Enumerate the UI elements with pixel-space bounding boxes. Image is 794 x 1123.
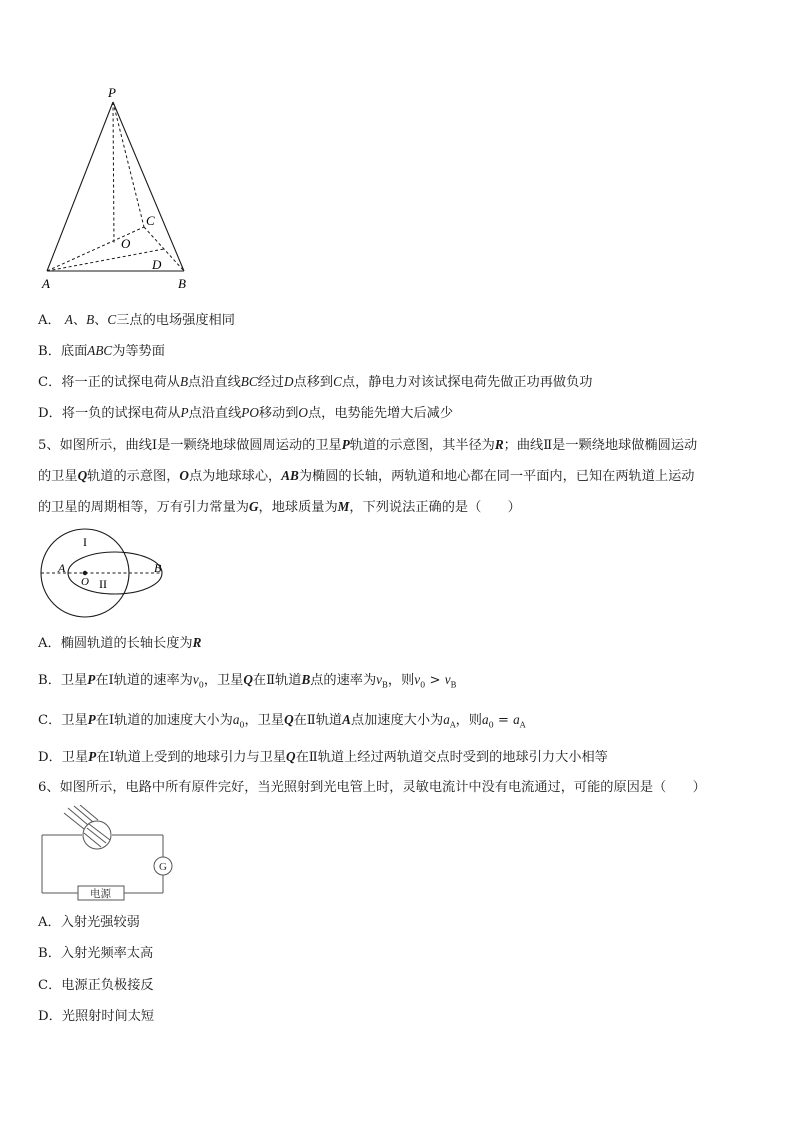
var-label: P <box>87 672 96 687</box>
option-text: 移动到 <box>258 406 299 421</box>
point-label: PO <box>241 405 259 420</box>
var-label: Q <box>243 672 253 687</box>
var-label: P <box>341 437 350 452</box>
separator: 、 <box>72 313 87 328</box>
var-label: O <box>179 468 189 483</box>
var-label: P <box>88 749 97 764</box>
option-text: 为等势面 <box>112 344 165 359</box>
option-prefix: A． <box>38 636 61 651</box>
option-text: ，卫星 <box>244 713 285 728</box>
symbol: v <box>376 672 383 687</box>
q5-option-c <box>38 711 525 735</box>
option-prefix: B． <box>38 344 61 359</box>
option-text: 卫星 <box>61 713 88 728</box>
light-ray <box>68 808 88 825</box>
option-text: 底面 <box>60 344 88 359</box>
symbol: a <box>232 712 240 727</box>
q5-stem-line-3 <box>38 498 521 517</box>
label-B: B <box>154 561 162 575</box>
option-text: ，卫星 <box>203 673 244 688</box>
point-label: O <box>298 405 308 420</box>
subscript: B <box>382 680 388 690</box>
option-text: 点沿直线 <box>188 406 242 421</box>
relation: = <box>493 713 514 728</box>
option-text: 点，电势能先增大后减少 <box>307 406 454 421</box>
option-text: 卫星 <box>61 750 89 765</box>
label-O: O <box>81 576 89 588</box>
var-label: AB <box>281 468 299 483</box>
point-label: ABC <box>87 343 113 358</box>
option-prefix: C． <box>38 713 62 728</box>
point-label: P <box>180 405 189 420</box>
q6-stem: 6、如图所示，电路中所有原件完好，当光照射到光电管上时，灵敏电流计中没有电流通过，可能的原因是（ ） <box>38 780 706 795</box>
point-label: C <box>333 374 342 389</box>
q6-option-d: D．光照射时间太短 <box>38 1009 155 1024</box>
stem-text: 轨道的示意图， <box>87 469 180 484</box>
pyramid-figure <box>36 82 196 294</box>
var-label: G <box>249 499 259 514</box>
label-P: P <box>108 85 116 100</box>
label-B: B <box>178 276 186 291</box>
option-text: 经过 <box>257 375 285 390</box>
stem-text: 5、如图所示，曲线Ⅰ是一颗绕地球做圆周运动的卫星 <box>38 438 342 453</box>
stem-text: 的卫星的周期相等，万有引力常量为 <box>38 500 249 515</box>
option-text: 将一负的试探电荷从 <box>61 406 181 421</box>
segment-AD <box>47 249 164 271</box>
q4-option-a <box>38 311 235 330</box>
option-text: 在Ⅱ轨道上经过两轨道交点时受到的地球引力大小相等 <box>295 750 608 765</box>
edge-BC <box>144 227 184 271</box>
light-ray <box>80 805 98 820</box>
q5-stem-line-2 <box>38 467 694 486</box>
q6-option-c: C．电源正负极接反 <box>38 978 154 993</box>
light-ray <box>64 813 84 829</box>
subscript: 0 <box>239 720 245 730</box>
symbol: a <box>481 712 489 727</box>
option-text: 三点的电场强度相同 <box>116 313 235 328</box>
option-prefix: D． <box>38 750 62 765</box>
option-text: ，则 <box>455 713 482 728</box>
option-text: 点沿直线 <box>188 375 241 390</box>
var-label: B <box>301 672 311 687</box>
label-O: O <box>121 236 131 251</box>
option-text: 在Ⅰ轨道上受到的地球引力与卫星 <box>96 750 287 765</box>
option-text: 点的速率为 <box>310 673 377 688</box>
symbol: a <box>443 712 450 727</box>
option-text: 点加速度大小为 <box>350 713 444 728</box>
var-label: Q <box>77 468 88 483</box>
power-source-label: 电源 <box>90 889 111 900</box>
earth-center-dot <box>83 571 87 575</box>
var-label: P <box>87 712 96 727</box>
q5-option-b <box>38 671 456 695</box>
point-label: C <box>107 312 117 327</box>
subscript: 0 <box>488 720 494 730</box>
q4-option-c <box>38 373 592 392</box>
orbit-figure <box>38 526 168 628</box>
option-text: 点，静电力对该试探电荷先做正功再做负功 <box>341 375 593 390</box>
option-prefix: D． <box>38 406 62 421</box>
option-text: 在Ⅰ轨道的加速度大小为 <box>95 713 233 728</box>
stem-text: ，地球质量为 <box>258 500 338 515</box>
var-label: A <box>342 712 351 727</box>
q6-option-a: A．入射光强较弱 <box>38 915 140 930</box>
point-label: BC <box>240 374 258 389</box>
stem-text: 为椭圆的长轴，两轨道和地心都在同一平面内，已知在两轨道上运动 <box>298 469 695 484</box>
label-orbit-I: I <box>83 535 87 549</box>
label-D: D <box>152 257 162 272</box>
stem-text: 轨道的示意图，其半径为 <box>349 438 495 453</box>
label-orbit-II: II <box>99 577 107 591</box>
label-A: A <box>58 561 66 575</box>
q6-option-b: B．入射光频率太高 <box>38 946 154 961</box>
var-label: Q <box>286 749 296 764</box>
option-text: 卫星 <box>60 673 88 688</box>
circuit-figure <box>38 805 174 901</box>
relation: > <box>425 673 445 688</box>
option-text: 在Ⅱ轨道 <box>293 713 343 728</box>
point-label: D <box>284 374 294 389</box>
q5-option-a <box>38 634 201 653</box>
option-text: 椭圆轨道的长轴长度为 <box>60 636 193 651</box>
var-label: M <box>337 499 350 514</box>
label-A: A <box>42 276 50 291</box>
label-C: C <box>146 213 155 228</box>
symbol: a <box>513 712 520 727</box>
var-label: R <box>192 635 202 650</box>
galvanometer-label: G <box>159 861 167 873</box>
option-text: 将一正的试探电荷从 <box>61 375 180 390</box>
option-text: 在Ⅰ轨道的速率为 <box>95 673 193 688</box>
stem-text: 的卫星 <box>38 469 78 484</box>
option-prefix: C． <box>38 375 62 390</box>
point-label: B <box>86 312 95 327</box>
subscript: A <box>519 720 526 730</box>
segment-PO <box>113 102 114 245</box>
stem-text: ，下列说法正确的是（ ） <box>349 500 521 515</box>
point-label: B <box>179 374 189 389</box>
option-text: ，则 <box>387 673 415 688</box>
option-text: 点移到 <box>293 375 334 390</box>
var-label: Q <box>284 712 294 727</box>
stem-text: ；曲线Ⅱ是一颗绕地球做椭圆运动 <box>503 438 698 453</box>
option-text: 在Ⅱ轨道 <box>252 673 302 688</box>
q4-option-d <box>38 404 453 423</box>
symbol: v <box>192 672 199 687</box>
subscript: A <box>449 720 456 730</box>
q5-stem-line-1 <box>38 436 697 455</box>
subscript: 0 <box>198 680 204 690</box>
subscript: B <box>450 680 457 690</box>
q5-option-d <box>38 748 608 767</box>
var-label: R <box>494 437 504 452</box>
symbol: v <box>444 672 451 687</box>
stem-text: 点为地球球心， <box>188 469 282 484</box>
point-label: A <box>64 312 73 327</box>
separator: 、 <box>94 313 108 328</box>
q4-option-b <box>38 342 165 361</box>
subscript: 0 <box>420 680 426 690</box>
option-prefix: B． <box>38 673 61 688</box>
option-prefix: A． <box>38 313 61 328</box>
symbol: v <box>414 672 421 687</box>
